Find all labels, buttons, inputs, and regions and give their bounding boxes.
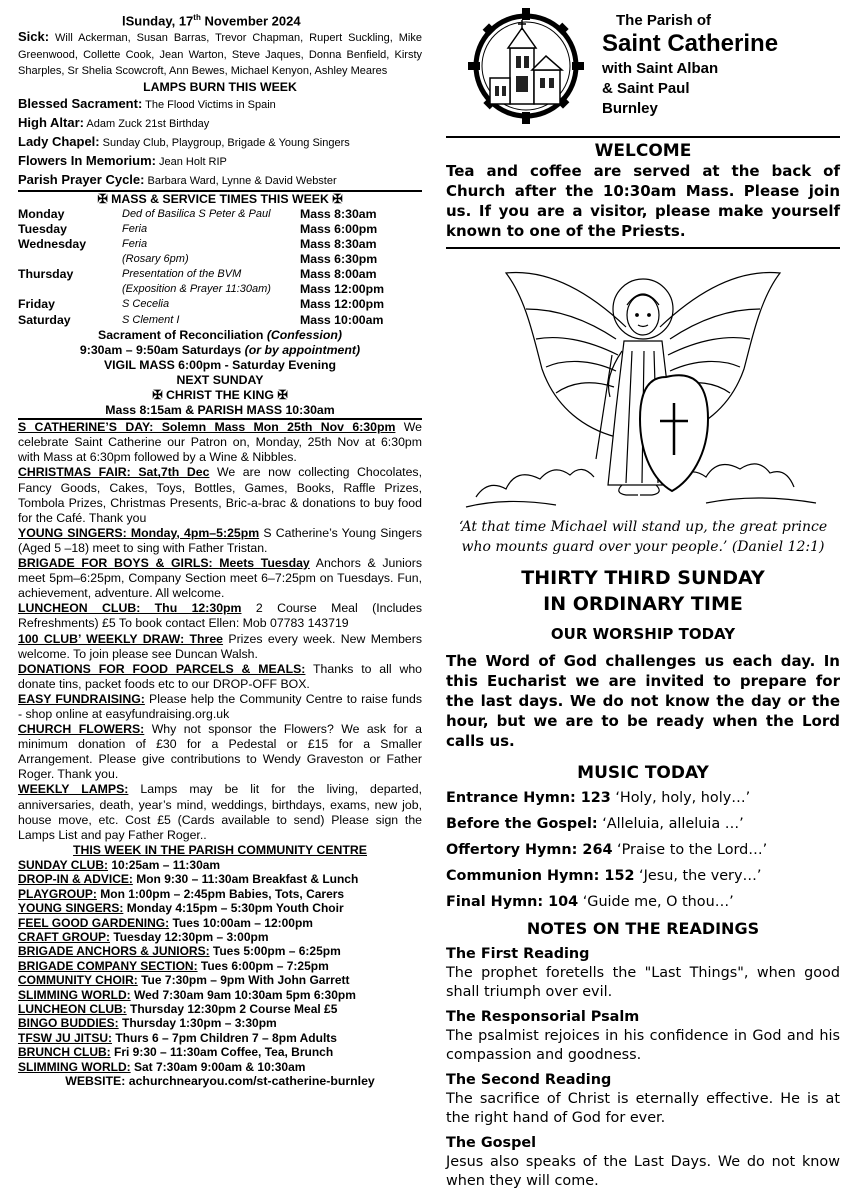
welcome-text: Tea and coffee are served at the back of Church after the 10:30am Mass. Please join us. If you are a visitor, please make yourself known to one of the Priests. bbox=[446, 162, 840, 240]
archangel-michael-illustration bbox=[446, 259, 840, 513]
note-title: The Second Reading bbox=[446, 1072, 612, 1088]
parish-header bbox=[446, 10, 840, 132]
notice-item: CHRISTMAS FAIR: Sat,7th Dec We are now collecting Chocolates, Fancy Goods, Cakes, Toys, Bottles, Games, Books, Raffle Prizes, Tombola Prizes, Christmas Presents, Bric-a-brac & donations to buy food for the Café. Thank you bbox=[18, 465, 422, 525]
lamps-heading: LAMPS BURN THIS WEEK bbox=[143, 79, 297, 94]
lamps-list bbox=[18, 95, 422, 190]
mass-heading: ✠ MASS & SERVICE TIMES THIS WEEK ✠ bbox=[97, 191, 343, 206]
hymn-item: Entrance Hymn: 123 ‘Holy, holy, holy…’ bbox=[446, 790, 751, 806]
notes-list bbox=[446, 945, 840, 1191]
sunday-masses: Mass 8:15am & PARISH MASS 10:30am bbox=[105, 403, 335, 418]
mass-row: Wednesday Feria Mass 8:30am bbox=[18, 237, 377, 252]
notice-item: S CATHERINE’S DAY: Solemn Mass Mon 25th Nov 6:30pm We celebrate Saint Catherine our Patron on, Monday, 25th Nov at 6:30pm with Mass at 6:30pm followed by a Wine & Nibbles. bbox=[18, 420, 422, 465]
parish-with-2: & Saint Paul bbox=[602, 80, 690, 97]
notes-heading: NOTES ON THE READINGS bbox=[526, 919, 760, 938]
notice-item: 100 CLUB’ WEEKLY DRAW: Three Prizes every week. New Members welcome. To join please see Duncan Walsh. bbox=[18, 631, 422, 661]
sunday-title-1: THIRTY THIRD SUNDAY bbox=[521, 567, 765, 589]
mass-row: Saturday S Clement I Mass 10:00am bbox=[18, 312, 384, 327]
notice-item: DONATIONS FOR FOOD PARCELS & MEALS: Thanks to all who donate tins, packet foods etc to our DROP-OFF BOX. bbox=[18, 661, 423, 691]
welcome-heading: WELCOME bbox=[594, 141, 692, 161]
notice-item: LUNCHEON CLUB: Thu 12:30pm 2 Course Meal (Includes Refreshments) £5 To book contact Ellen: Mob 07783 143719 bbox=[18, 601, 423, 631]
sunday-title-2: IN ORDINARY TIME bbox=[543, 593, 743, 615]
sick-list: Sick: Will Ackerman, Susan Barras, Trevor Chapman, Rupert Suckling, Mike Greenwood, Collette Cook, Jean Warton, Steve Jaques, Donna Benfield, Kirsty Sharples, Sr Shelia Scowcroft, Ann Bewes, Michael Kenyon, Ashley Meares bbox=[18, 29, 422, 77]
centre-item: SLIMMING WORLD: Sat 7:30am 9:00am & 10:30am bbox=[18, 1059, 306, 1074]
mass-row: (Exposition & Prayer 11:30am) Mass 12:00pm bbox=[122, 282, 385, 297]
note-title: The Responsorial Psalm bbox=[446, 1009, 640, 1025]
hymn-item: Communion Hymn: 152 ‘Jesu, the very…’ bbox=[446, 868, 762, 884]
note-text: The sacrifice of Christ is eternally effective. He is at the right hand of God for ever. bbox=[446, 1091, 840, 1126]
date-line: lSunday, 17th November 2024 bbox=[122, 13, 301, 29]
centre-item: DROP-IN & ADVICE: Mon 9:30 – 11:30am Breakfast & Lunch bbox=[18, 872, 359, 887]
church-logo-icon bbox=[464, 4, 588, 128]
left-column bbox=[18, 10, 422, 1089]
centre-item: LUNCHEON CLUB: Thursday 12:30pm 2 Course Meal £5 bbox=[18, 1001, 338, 1016]
parish-title-block bbox=[602, 12, 778, 119]
notice-item: CHURCH FLOWERS: Why not sponsor the Flowers? We ask for a minimum donation of £30 for a Pedestal or £15 for a Smaller Arrangement. Please give contributions to Wendy Graveston or Father Roger. Thank you. bbox=[18, 722, 422, 782]
centre-item: PLAYGROUP: Mon 1:00pm – 2:45pm Babies, Tots, Carers bbox=[18, 886, 345, 901]
notice-item: YOUNG SINGERS: Monday, 4pm–5:25pm S Catherine’s Young Singers (Aged 5 –18) meet to sing with Father Tristan. bbox=[18, 525, 422, 555]
centre-item: TFSW JU JITSU: Thurs 6 – 7pm Children 7 – 8pm Adults bbox=[18, 1030, 337, 1045]
divider bbox=[446, 247, 840, 249]
centre-item: SLIMMING WORLD: Wed 7:30am 9am 10:30am 5pm 6:30pm bbox=[18, 987, 356, 1002]
mass-row: Friday S Cecelia Mass 12:00pm bbox=[18, 297, 385, 312]
notices bbox=[18, 420, 422, 843]
centre-item: COMMUNITY CHOIR: Tue 7:30pm – 9pm With John Garrett bbox=[18, 973, 350, 988]
mass-table bbox=[18, 207, 422, 328]
notice-item: EASY FUNDRAISING: Please help the Community Centre to raise funds - shop online at easyfundraising.org.uk bbox=[18, 691, 422, 721]
note-title: The Gospel bbox=[446, 1135, 537, 1151]
music-heading: MUSIC TODAY bbox=[577, 763, 709, 783]
centre-item: BRIGADE COMPANY SECTION: Tues 6:00pm – 7:25pm bbox=[18, 958, 329, 973]
note-item bbox=[446, 1008, 840, 1065]
parish-town: Burnley bbox=[602, 100, 658, 117]
hymn-list bbox=[446, 785, 840, 915]
lamp-item: High Altar: Adam Zuck 21st Birthday bbox=[18, 114, 210, 130]
centre-item: CRAFT GROUP: Tuesday 12:30pm – 3:00pm bbox=[18, 929, 269, 944]
note-text: The prophet foretells the "Last Things", when good shall triumph over evil. bbox=[446, 965, 840, 1000]
centre-item: BRUNCH CLUB: Fri 9:30 – 11:30am Coffee, Tea, Brunch bbox=[18, 1045, 334, 1060]
worship-text: The Word of God challenges us each day. In this Eucharist we are invited to prepare for the last days. We do not know the day or the hour, but we are to be ready when the Lord calls us. bbox=[446, 652, 840, 750]
lamp-item: Flowers In Memorium: Jean Holt RIP bbox=[18, 152, 227, 168]
parish-name: Saint Catherine bbox=[602, 30, 779, 57]
centre-item: YOUNG SINGERS: Monday 4:15pm – 5:30pm Youth Choir bbox=[18, 901, 344, 916]
lamp-item: Parish Prayer Cycle: Barbara Ward, Lynne & David Webster bbox=[18, 171, 337, 187]
christ-the-king: ✠ CHRIST THE KING ✠ bbox=[152, 388, 288, 403]
centre-item: BRIGADE ANCHORS & JUNIORS: Tues 5:00pm – 6:25pm bbox=[18, 944, 341, 959]
website-link[interactable]: WEBSITE: achurchnearyou.com/st-catherine-burnley bbox=[65, 1074, 375, 1089]
right-column bbox=[446, 10, 840, 1191]
mass-row: (Rosary 6pm) Mass 6:30pm bbox=[122, 252, 378, 267]
hymn-item: Before the Gospel: ‘Alleluia, alleluia …’ bbox=[446, 816, 744, 832]
mass-row: Tuesday Feria Mass 6:00pm bbox=[18, 221, 378, 236]
note-text: Jesus also speaks of the Last Days. We do not know when they will come. bbox=[446, 1154, 840, 1189]
divider bbox=[446, 136, 840, 138]
note-item bbox=[446, 945, 840, 1002]
centre-item: BINGO BUDDIES: Thursday 1:30pm – 3:30pm bbox=[18, 1016, 277, 1031]
note-item bbox=[446, 1071, 840, 1128]
note-title: The First Reading bbox=[446, 946, 590, 962]
centre-item: FEEL GOOD GARDENING: Tues 10:00am – 12:00pm bbox=[18, 915, 313, 930]
centre-list bbox=[18, 858, 422, 1074]
mass-row: Monday Ded of Basilica S Peter & Paul Mass 8:30am bbox=[18, 206, 377, 221]
note-item bbox=[446, 1134, 840, 1191]
reconciliation-heading: Sacrament of Reconciliation (Confession) bbox=[98, 327, 342, 342]
lamp-item: Lady Chapel: Sunday Club, Playgroup, Brigade & Young Singers bbox=[18, 133, 350, 149]
centre-heading: THIS WEEK IN THE PARISH COMMUNITY CENTRE bbox=[73, 842, 367, 857]
worship-heading: OUR WORSHIP TODAY bbox=[550, 625, 736, 643]
lamp-item: Blessed Sacrament: The Flood Victims in Spain bbox=[18, 95, 276, 111]
mass-row: Thursday Presentation of the BVM Mass 8:00am bbox=[18, 267, 377, 282]
reconciliation-time: 9:30am – 9:50am Saturdays (or by appointment) bbox=[79, 342, 361, 357]
note-text: The psalmist rejoices in his confidence in God and his compassion and goodness. bbox=[446, 1028, 840, 1063]
notice-item: BRIGADE FOR BOYS & GIRLS: Meets Tuesday Anchors & Juniors meet 5pm–6:25pm, Company Section meet 6–7:25pm on Tuesdays. Fun, achievement, adventure. All welcome. bbox=[18, 556, 422, 601]
next-sunday: NEXT SUNDAY bbox=[176, 372, 264, 387]
hymn-item: Offertory Hymn: 264 ‘Praise to the Lord…’ bbox=[446, 842, 768, 858]
centre-item: SUNDAY CLUB: 10:25am – 11:30am bbox=[18, 857, 221, 872]
parish-of: The Parish of bbox=[616, 12, 712, 29]
notice-item: WEEKLY LAMPS: Lamps may be lit for the living, departed, anniversaries, death, year’s mind, weddings, birthdays, exams, new job, house move, etc. Cost £5 (Cards available to send) Please sign the Lamps List and pay Father Roger.. bbox=[18, 782, 423, 842]
hymn-item: Final Hymn: 104 ‘Guide me, O thou…’ bbox=[446, 894, 734, 910]
parish-with-1: with Saint Alban bbox=[602, 60, 719, 77]
scripture-quote: ‘At that time Michael will stand up, the great prince who mounts guard over your people.’ (Daniel 12:1) bbox=[458, 519, 828, 555]
vigil-mass: VIGIL MASS 6:00pm - Saturday Evening bbox=[103, 357, 337, 372]
